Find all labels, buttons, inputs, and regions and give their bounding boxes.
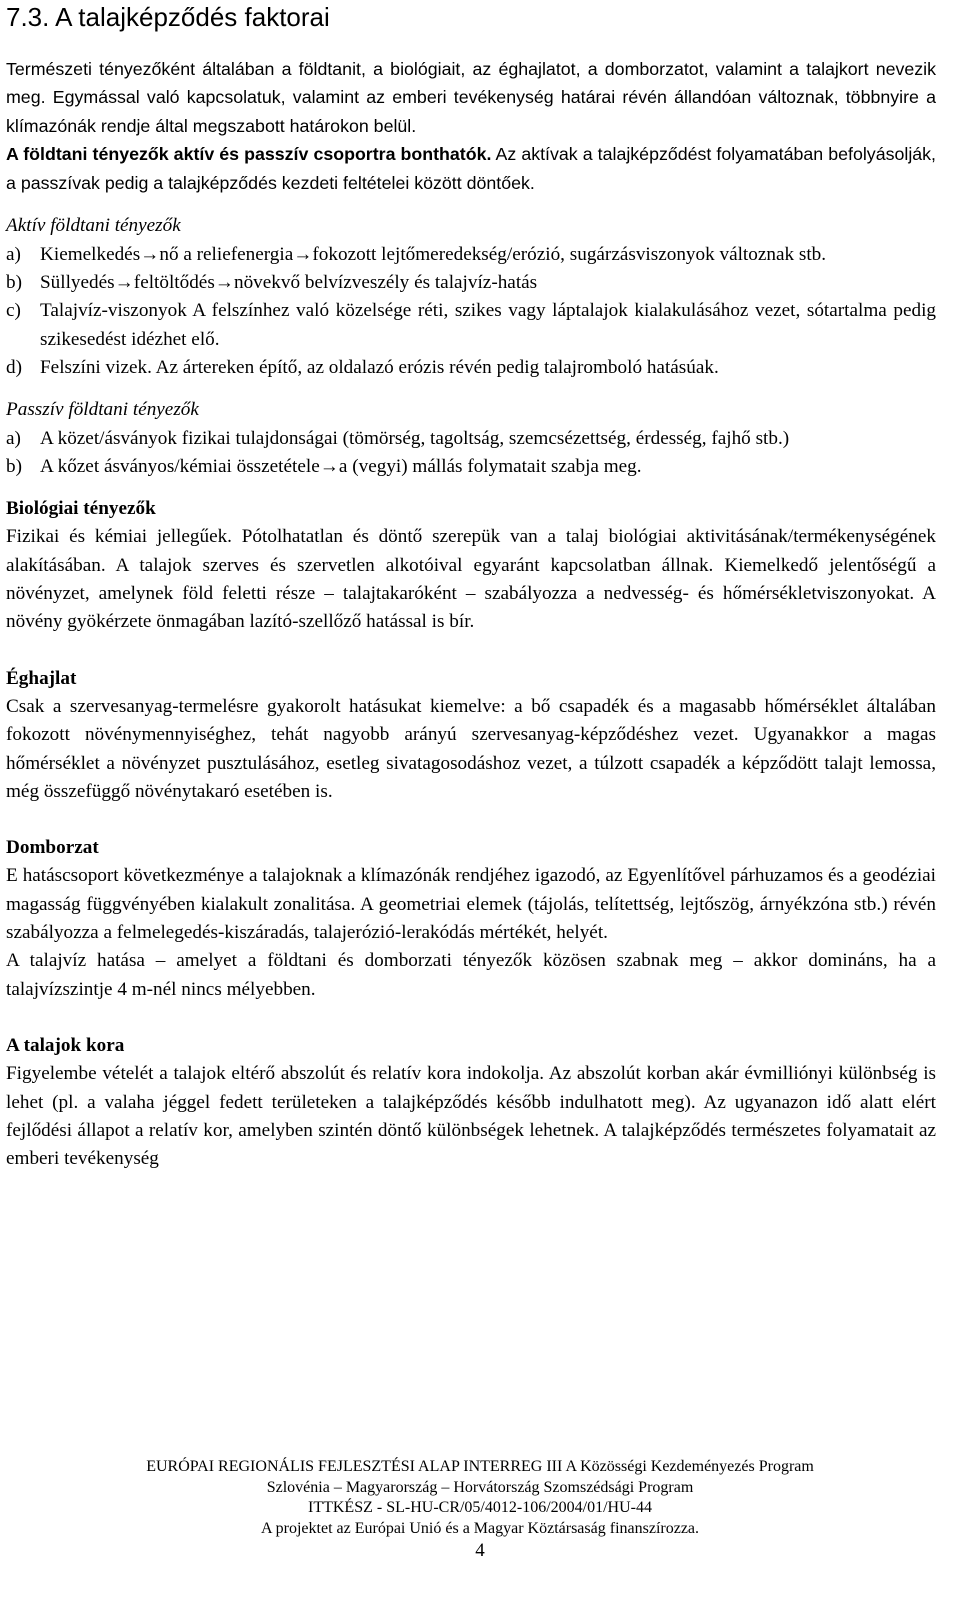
list-text: Felszíni vizek. Az ártereken építő, az oldalazó erózis révén pedig talajromboló hatásúak. [40, 356, 719, 378]
active-factors-heading: Aktív földtani tényezők [6, 215, 181, 237]
list-label: d) [6, 356, 22, 378]
list-item [6, 241, 936, 269]
list-item [6, 269, 936, 297]
list-item [6, 425, 936, 453]
section-title: 7.3. A talajképződés faktorai [6, 2, 330, 32]
page-footer [0, 1457, 960, 1563]
spacer [6, 806, 936, 834]
list-item [6, 453, 936, 481]
geology-intro-sentence: A földtani tényezők aktív és passzív csoportra bonthatók. [6, 143, 492, 164]
list-label: b) [6, 272, 22, 294]
footer-countries-line: Szlovénia – Magyarország – Horvátország Szomszédsági Program [266, 1478, 694, 1496]
intro-paragraph: Természeti tényezőként általában a földtanit, a biológiait, az éghajlatot, a domborzatot, valamint a talajkort nevezik meg. Egymással való kapcsolatuk, valamint az emberi tevékenység határai révén állandóan változnak, többnyire a klímazónák rendje által megszabott határokon belül. [6, 59, 936, 136]
spacer [6, 481, 936, 495]
list-text: Süllyedés→feltöltődés→növekvő belvízveszély és talajvíz-hatás [40, 272, 538, 294]
passive-factors-heading: Passzív földtani tényezők [6, 399, 199, 421]
list-text: Talajvíz-viszonyok A felszínhez való közelsége réti, szikes vagy láptalajok kialakulásához vezet, sótartalma pedig szikesedést idézhet elő. [40, 300, 936, 350]
list-label: a) [6, 243, 21, 265]
spacer [6, 1004, 936, 1032]
list-item [6, 297, 936, 354]
list-label: b) [6, 455, 22, 477]
spacer [6, 198, 936, 212]
biological-factors-heading: Biológiai tényezők [6, 498, 156, 520]
geology-intro-paragraph [6, 140, 936, 199]
relief-heading: Domborzat [6, 837, 99, 859]
groundwater-paragraph: A talajvíz hatása – amelyet a földtani és domborzati tényezők közösen szabnak meg – akkor domináns, ha a talajvízszintje 4 m-nél nincs mélyebben. [6, 950, 936, 1000]
list-label: c) [6, 300, 21, 322]
list-text: A kőzet ásványos/kémiai összetétele→a (vegyi) mállás folymatait szabja meg. [40, 455, 642, 477]
spacer [6, 382, 936, 396]
soil-age-heading: A talajok kora [6, 1034, 125, 1056]
page-number: 4 [475, 1540, 485, 1561]
list-label: a) [6, 427, 21, 449]
list-item [6, 354, 936, 382]
document-body [6, 55, 936, 1173]
biological-paragraph: Fizikai és kémiai jellegűek. Pótolhatatlan és döntő szerepük van a talaj biológiai aktivitásának/termékenységének alakításában. A talajok szerves és szervetlen alkotóival egyaránt kapcsolatban állnak. Kiemelkedő jelentőségű a növényzet, amelynek föld feletti része – talajtakaróként – szabályozza a nedvesség- és hőmérsékletviszonyokat. A növény gyökérzete önmagában lazító-szellőző hatással is bír. [6, 526, 936, 633]
spacer [6, 637, 936, 665]
footer-program-line: EURÓPAI REGIONÁLIS FEJLESZTÉSI ALAP INTERREG III A Közösségi Kezdeményezés Program [146, 1458, 814, 1475]
footer-project-code: ITTKÉSZ - SL-HU-CR/05/4012-106/2004/01/HU-44 [308, 1499, 652, 1516]
relief-paragraph: E hatáscsoport következménye a talajoknak a klímazónák rendjéhez igazodó, az Egyenlítővel párhuzamos és a geodéziai magasság függvényében kialakult zonalitása. A geometriai elemek (tájolás, telítettség, lejtőszög, árnyékzóna stb.) révén szabályozza a felmelegedés-kiszáradás, talajerózió-lerakódás mértékét, helyét. [6, 865, 936, 944]
list-text: A közet/ásványok fizikai tulajdonságai (tömörség, tagoltság, szemcsézettség, érdesség, fajhő stb.) [40, 427, 790, 449]
footer-funding-line: A projektet az Európai Unió és a Magyar Köztársaság finanszírozza. [260, 1519, 700, 1537]
soil-age-paragraph: Figyelembe vételét a talajok eltérő abszolút és relatív kora indokolja. Az abszolút korban akár évmilliónyi különbség is lehet (pl. a valaha jéggel fedett területeken a talajképződés később indulhatott meg). Az ugyanazon idő alatt elért fejlődési állapot a relatív kor, amelyben szintén döntő különbségek lehetnek. A talajképződés természetes folyamatait az emberi tevékenység [6, 1063, 936, 1170]
climate-paragraph: Csak a szervesanyag-termelésre gyakorolt hatásukat kiemelve: a bő csapadék és a magasabb hőmérséklet általában fokozott növénymennyiséghez, tehát nagyobb arányú szervesanyag-képződéshez vezet. Ugyanakkor a magas hőmérséklet a növényzet pusztulásához, esetleg sivatagosodáshoz vezet, a túlzott csapadék a képződött talajt lemossa, még összefüggő növénytakaró esetében is. [6, 695, 936, 802]
climate-heading: Éghajlat [6, 667, 77, 689]
geology-intro-rest: Az aktívak a talajképződést folyamatában befolyásolják, a passzívak pedig a talajképződés kezdeti feltételei között döntőek. [6, 143, 936, 194]
list-text: Kiemelkedés→nő a reliefenergia→fokozott lejtőmeredekség/erózió, sugárzásviszonyok változnak stb. [40, 243, 827, 265]
